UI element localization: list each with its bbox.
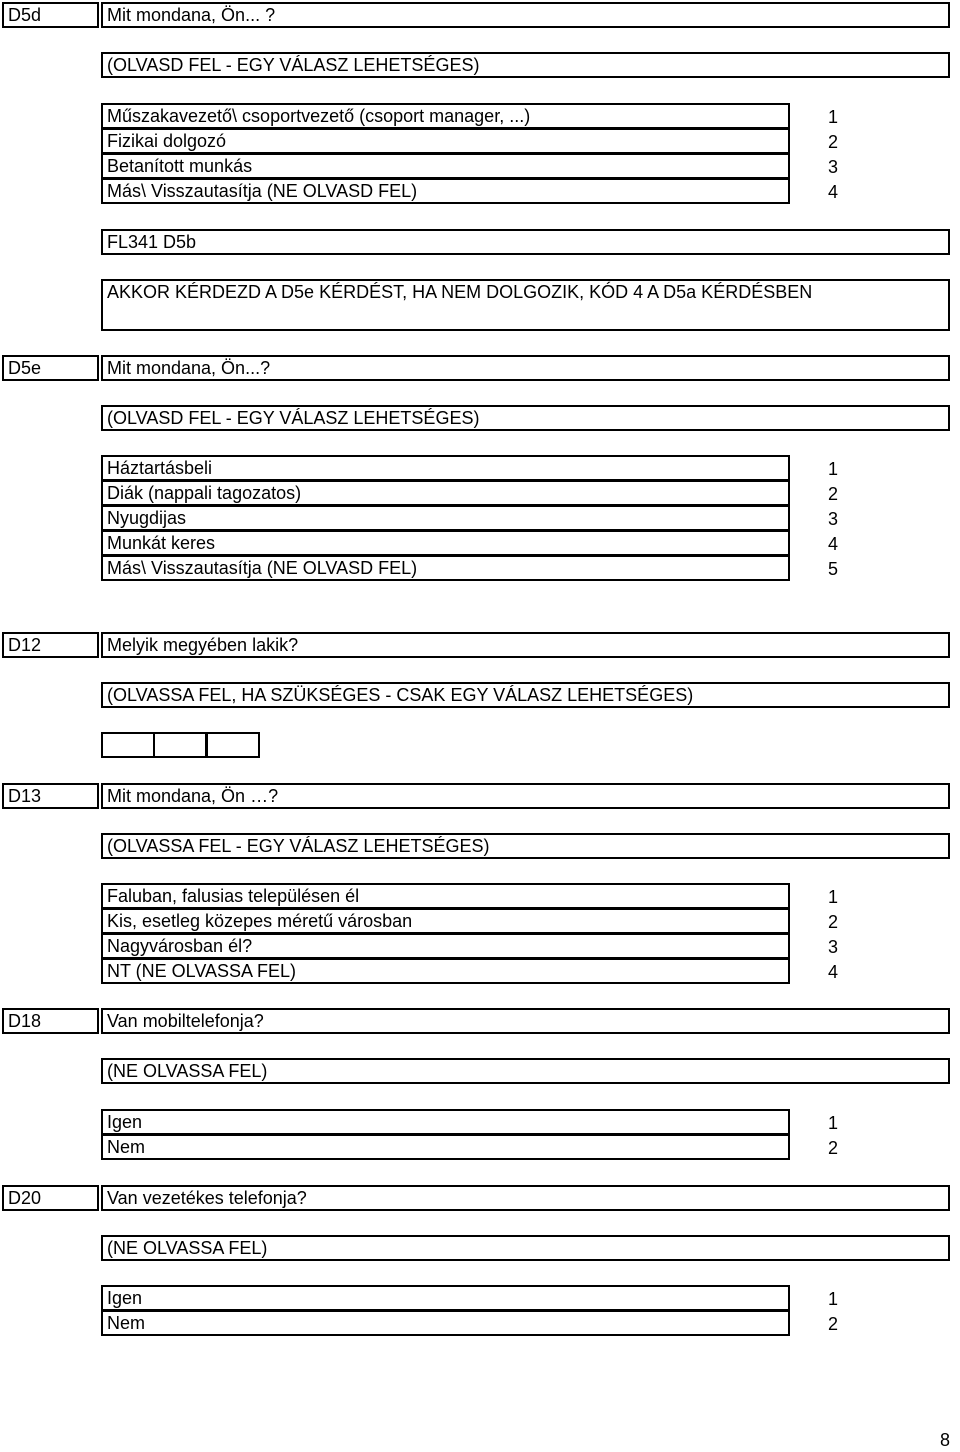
county-code-cell-3[interactable] (206, 732, 260, 758)
answer-option-label: Igen (101, 1109, 790, 1135)
county-code-cell-1[interactable] (101, 732, 155, 758)
answer-option-code: 1 (827, 107, 838, 127)
answer-option-code: 1 (827, 887, 838, 907)
answer-option-code: 2 (827, 1138, 838, 1158)
question-code: D13 (2, 783, 99, 809)
page-number: 8 (940, 1430, 951, 1450)
instruction-text: (NE OLVASSA FEL) (101, 1058, 950, 1084)
answer-option-code: 3 (827, 937, 838, 957)
answer-option-label: Fizikai dolgozó (101, 128, 790, 154)
answer-option-code: 1 (827, 1289, 838, 1309)
question-code: D5e (2, 355, 99, 381)
answer-option-label: Nem (101, 1134, 790, 1160)
filter-instruction: AKKOR KÉRDEZD A D5e KÉRDÉST, HA NEM DOLGOZIK, KÓD 4 A D5a KÉRDÉSBEN (101, 279, 950, 331)
answer-option-label: Nyugdijas (101, 505, 790, 531)
instruction-text: (OLVASSA FEL - EGY VÁLASZ LEHETSÉGES) (101, 833, 950, 859)
answer-option-label: Háztartásbeli (101, 455, 790, 481)
question-code: D20 (2, 1185, 99, 1211)
answer-option-code: 3 (827, 509, 838, 529)
instruction-text: (OLVASD FEL - EGY VÁLASZ LEHETSÉGES) (101, 52, 950, 78)
answer-option-label: Betanított munkás (101, 153, 790, 179)
answer-option-code: 1 (827, 1113, 838, 1133)
filter-reference: FL341 D5b (101, 229, 950, 255)
question-text: Van mobiltelefonja? (101, 1008, 950, 1034)
question-text: Mit mondana, Ön...? (101, 355, 950, 381)
question-text: Mit mondana, Ön... ? (101, 2, 950, 28)
question-text: Melyik megyében lakik? (101, 632, 950, 658)
question-text: Mit mondana, Ön …? (101, 783, 950, 809)
question-code: D18 (2, 1008, 99, 1034)
answer-option-label: NT (NE OLVASSA FEL) (101, 958, 790, 984)
answer-option-label: Más\ Visszautasítja (NE OLVASD FEL) (101, 555, 790, 581)
answer-option-code: 4 (827, 534, 838, 554)
answer-option-code: 2 (827, 484, 838, 504)
county-code-cell-2[interactable] (153, 732, 207, 758)
question-text: Van vezetékes telefonja? (101, 1185, 950, 1211)
answer-option-code: 4 (827, 182, 838, 202)
instruction-text: (OLVASD FEL - EGY VÁLASZ LEHETSÉGES) (101, 405, 950, 431)
instruction-text: (OLVASSA FEL, HA SZÜKSÉGES - CSAK EGY VÁLASZ LEHETSÉGES) (101, 682, 950, 708)
answer-option-code: 3 (827, 157, 838, 177)
answer-option-code: 4 (827, 962, 838, 982)
answer-option-label: Igen (101, 1285, 790, 1311)
instruction-text: (NE OLVASSA FEL) (101, 1235, 950, 1261)
answer-option-label: Nagyvárosban él? (101, 933, 790, 959)
answer-option-code: 1 (827, 459, 838, 479)
question-code: D12 (2, 632, 99, 658)
answer-option-label: Más\ Visszautasítja (NE OLVASD FEL) (101, 178, 790, 204)
answer-option-code: 5 (827, 559, 838, 579)
answer-option-label: Nem (101, 1310, 790, 1336)
answer-option-code: 2 (827, 912, 838, 932)
answer-option-code: 2 (827, 132, 838, 152)
answer-option-label: Faluban, falusias településen él (101, 883, 790, 909)
answer-option-label: Műszakavezető\ csoportvezető (csoport manager, ...) (101, 103, 790, 129)
answer-option-code: 2 (827, 1314, 838, 1334)
question-code: D5d (2, 2, 99, 28)
answer-option-label: Munkát keres (101, 530, 790, 556)
answer-option-label: Kis, esetleg közepes méretű városban (101, 908, 790, 934)
answer-option-label: Diák (nappali tagozatos) (101, 480, 790, 506)
